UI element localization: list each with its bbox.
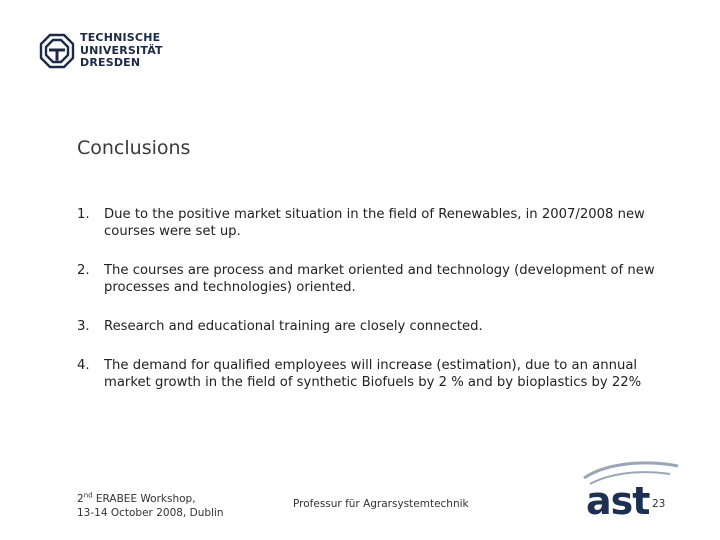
ast-logo-text: ast: [586, 479, 650, 520]
event-name: ERABEE Workshop,: [92, 493, 196, 505]
footer-event: [77, 492, 224, 520]
footer-event-line: [77, 492, 224, 506]
event-date: 13-14 October 2008, Dublin: [77, 507, 224, 519]
list-item-number: 4.: [77, 358, 90, 373]
list-item-text: Due to the positive market situation in the field of Renewables, in 2007/2008 new courses were set up.: [104, 207, 645, 239]
list-item: [77, 206, 677, 240]
list-item-number: 2.: [77, 263, 90, 278]
list-item-text: The courses are process and market oriented and technology (development of new processes and technologies) oriented.: [104, 263, 655, 295]
list-item-text: The demand for qualified employees will increase (estimation), due to an annual market growth in the field of synthetic Biofuels by 2 % and by bioplastics by 22%: [104, 358, 642, 390]
conclusions-list: [77, 206, 677, 391]
ast-logo-icon: [578, 458, 688, 520]
event-ordinal: 2: [77, 493, 84, 505]
logo-line-1: TECHNISCHE: [80, 31, 161, 44]
footer-department: Professur für Agrarsystemtechnik: [293, 498, 469, 510]
logo-line-3: DRESDEN: [80, 56, 141, 69]
list-item: [77, 318, 677, 335]
list-item-text: Research and educational training are closely connected.: [104, 319, 483, 334]
list-item: [77, 357, 677, 391]
list-item: [77, 262, 677, 296]
tu-dresden-logo: [38, 32, 168, 72]
page-number: 23: [652, 498, 666, 510]
list-item-number: 1.: [77, 207, 90, 222]
event-ordinal-suffix: nd: [83, 491, 93, 500]
logo-line-2: UNIVERSITÄT: [80, 43, 163, 57]
list-item-number: 3.: [77, 319, 90, 334]
slide-title: Conclusions: [77, 137, 191, 159]
tu-dresden-emblem-icon: [38, 32, 76, 70]
logo-wordmark: [80, 32, 163, 70]
